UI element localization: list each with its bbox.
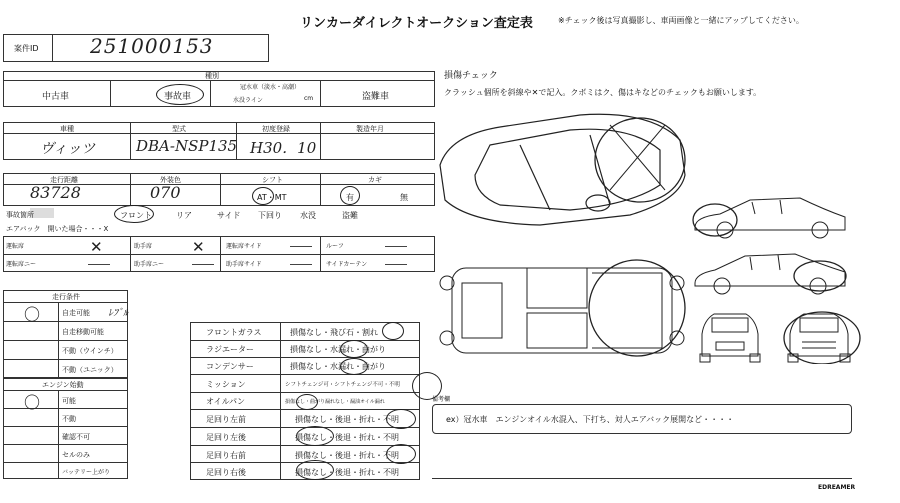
footer-logo: EDREAMER bbox=[818, 484, 856, 491]
accident-location-label: 事故箇所 bbox=[6, 211, 34, 219]
engine-header: エンジン始動 bbox=[42, 381, 84, 389]
shift-options: AT・MT bbox=[257, 193, 287, 202]
accident-flood: 水没 bbox=[300, 211, 316, 220]
check-label: 足回り右後 bbox=[206, 468, 246, 477]
check-circle bbox=[340, 340, 368, 358]
airbag-driver: 運転席 bbox=[6, 243, 25, 250]
check-options: 損傷なし・後退・折れ・不明 bbox=[295, 451, 399, 460]
accident-front-circle bbox=[114, 205, 154, 223]
vehicle-name-value: ヴィッツ bbox=[40, 141, 96, 157]
check-circle bbox=[386, 444, 416, 464]
check-circle bbox=[296, 460, 334, 480]
check-label: オイルパン bbox=[206, 397, 246, 406]
accident-rear: リア bbox=[176, 211, 192, 220]
airbag-passenger-side: 助手席サイド bbox=[226, 261, 262, 268]
check-options: シフトチェンジ可・シフトチェンジ不可・不明 bbox=[285, 382, 400, 388]
key-label: カギ bbox=[368, 176, 382, 184]
airbag-title: エアバック 開いた場合・・・X bbox=[6, 225, 109, 233]
key-yes: 有 bbox=[346, 193, 354, 202]
damage-instructions: クラッシュ個所を斜線や✕で記入。クボミはク、傷はキなどのチェックもお願いします。 bbox=[444, 88, 762, 97]
airbag-dash bbox=[385, 264, 407, 265]
airbag-dash bbox=[88, 264, 110, 265]
check-label: コンデンサー bbox=[206, 362, 254, 371]
check-options: 損傷なし・水漏れ・曲がり bbox=[290, 345, 386, 354]
accident-car-label: 事故車 bbox=[164, 92, 192, 102]
airbag-driver-knee: 運転席ニー bbox=[6, 261, 37, 268]
accident-front: フロント bbox=[120, 211, 152, 220]
engine-section bbox=[3, 378, 128, 479]
driving-item: 自走可能 bbox=[62, 309, 90, 317]
airbag-dash bbox=[290, 246, 312, 247]
airbag-passenger: 助手席 bbox=[134, 243, 153, 250]
type-header: 種別 bbox=[205, 72, 219, 80]
airbag-dash bbox=[290, 264, 312, 265]
self-drive-note: ﾚﾌﾞﾙ bbox=[108, 308, 128, 319]
upload-note: ※チェック後は写真撮影し、車両画像と一緒にアップしてください。 bbox=[558, 16, 804, 25]
car-underbody-view bbox=[432, 258, 692, 363]
self-drive-mark: 〇 bbox=[24, 305, 41, 324]
airbag-x-mark: ✕ bbox=[90, 238, 103, 256]
used-car-label: 中古車 bbox=[42, 92, 70, 102]
first-reg-label: 初度登録 bbox=[262, 125, 290, 133]
check-label: 足回り左前 bbox=[206, 415, 246, 424]
case-id-label: 案件ID bbox=[14, 44, 39, 53]
vehicle-model-value: DBA-NSP135 bbox=[136, 137, 238, 155]
engine-item: 不動 bbox=[62, 415, 76, 423]
chassis-label: 製造年月 bbox=[356, 125, 384, 133]
remarks-label: 備考欄 bbox=[432, 396, 451, 403]
check-label: フロントガラス bbox=[206, 328, 262, 337]
mileage-label: 走行距離 bbox=[50, 176, 78, 184]
flood-line-unit: cm bbox=[304, 95, 314, 102]
car-side-view-front bbox=[690, 192, 850, 240]
airbag-dash bbox=[385, 246, 407, 247]
color-value: 070 bbox=[150, 183, 181, 202]
check-circle bbox=[340, 358, 368, 375]
accident-side: サイド bbox=[217, 211, 241, 220]
check-label: 足回り右前 bbox=[206, 451, 246, 460]
accident-car-circle bbox=[156, 84, 204, 105]
engine-item: セルのみ bbox=[62, 451, 90, 459]
airbag-x-mark: ✕ bbox=[192, 238, 205, 256]
check-circle bbox=[296, 426, 334, 446]
check-options: 損傷なし・曲がり漏れなし・漏油オイル漏れ bbox=[285, 399, 385, 405]
check-label: ミッション bbox=[206, 380, 246, 389]
accident-under: 下回り bbox=[258, 211, 282, 220]
key-yes-circle bbox=[340, 186, 360, 205]
vehicle-name-label: 車種 bbox=[60, 125, 74, 133]
driving-item: 不動（ウインチ） bbox=[62, 347, 118, 355]
check-options: 損傷なし・後退・折れ・不明 bbox=[295, 468, 399, 477]
check-options: 損傷なし・後退・折れ・不明 bbox=[295, 415, 399, 424]
engine-item: バッテリー上がり bbox=[62, 469, 111, 476]
check-options: 損傷なし・飛び石・割れ bbox=[290, 328, 378, 337]
car-front-view bbox=[782, 306, 862, 364]
first-reg-value: H30．10 bbox=[250, 139, 317, 157]
damage-title: 損傷チェック bbox=[444, 71, 498, 81]
airbag-roof: ルーフ bbox=[326, 243, 344, 250]
remarks-example: ex）冠水車 エンジンオイル水混入、下打ち、対人エアバック展開など・・・・ bbox=[446, 415, 735, 424]
stolen-car-label: 盗難車 bbox=[362, 92, 390, 102]
page-title: リンカーダイレクトオークション査定表 bbox=[300, 16, 533, 31]
driving-item: 自走移動可能 bbox=[62, 328, 104, 336]
airbag-dash bbox=[192, 264, 214, 265]
shift-label: シフト bbox=[262, 176, 283, 184]
driving-item: 不動（ユニック） bbox=[62, 366, 118, 374]
check-label: ラジエーター bbox=[206, 345, 254, 354]
car-rear-view bbox=[694, 306, 766, 364]
flood-car-label: 冠水車（淡水・高潮） bbox=[240, 84, 301, 91]
color-label: 外装色 bbox=[160, 176, 181, 184]
check-circle bbox=[386, 409, 416, 429]
driving-header: 走行条件 bbox=[52, 293, 80, 301]
check-circle bbox=[296, 394, 318, 410]
airbag-driver-side: 運転席サイド bbox=[226, 243, 262, 250]
engine-item: 可能 bbox=[62, 397, 76, 405]
car-side-view-rear bbox=[690, 248, 850, 298]
check-options: 損傷なし・後退・折れ・不明 bbox=[295, 433, 399, 442]
accident-stolen: 盗難 bbox=[342, 211, 358, 220]
engine-item: 確認不可 bbox=[62, 433, 90, 441]
flood-line-label: 水没ライン bbox=[233, 97, 263, 104]
airbag-passenger-knee: 助手席ニー bbox=[134, 261, 165, 268]
engine-possible-mark: 〇 bbox=[24, 393, 41, 412]
key-no: 無 bbox=[400, 193, 408, 202]
vehicle-model-label: 型式 bbox=[172, 125, 186, 133]
check-options: 損傷なし・水漏れ・曲がり bbox=[290, 362, 386, 371]
shift-at-circle bbox=[252, 187, 274, 205]
check-circle bbox=[382, 322, 404, 340]
case-id-value: 251000153 bbox=[90, 34, 214, 58]
check-label: 足回り左後 bbox=[206, 433, 246, 442]
car-top-view bbox=[430, 105, 690, 235]
mileage-value: 83728 bbox=[30, 183, 81, 202]
airbag-side-curtain: サイドカーテン bbox=[326, 261, 368, 268]
